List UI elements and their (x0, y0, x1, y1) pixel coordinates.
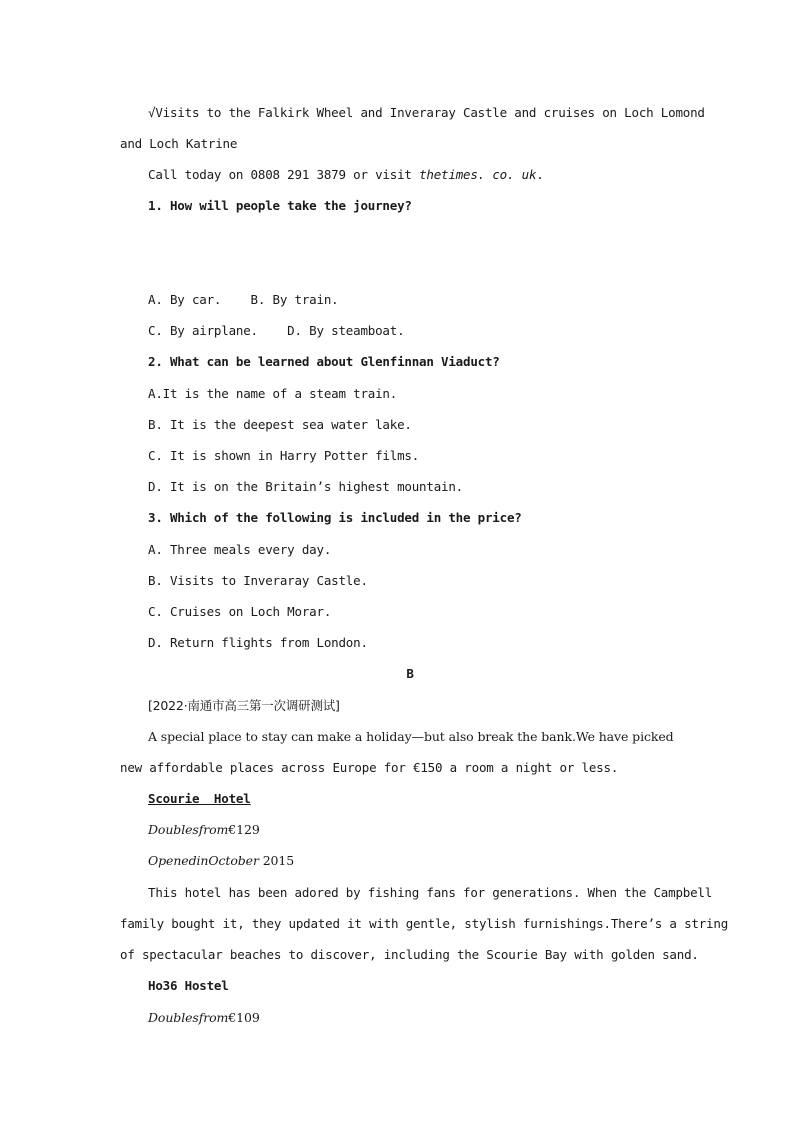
price-label: Doublesfrom (148, 1010, 229, 1025)
question-2: 2. What can be learned about Glenfinnan Viaduct? (148, 354, 500, 369)
question-3-option-a: A. Three meals every day. (148, 542, 332, 557)
question-2-option-d: D. It is on the Britain’s highest mountain. (148, 479, 464, 494)
hotel-desc-line-1: This hotel has been adored by fishing fans for generations. When the Campbell (148, 885, 713, 900)
question-1-options-ab: A. By car. B. By train. (148, 292, 339, 307)
source-note: [2022·南通市高三第一次调研测试] (148, 698, 340, 713)
section-heading: B (406, 666, 414, 681)
hotel-desc-line-3: of spectacular beaches to discover, including the Scourie Bay with golden sand. (120, 947, 699, 962)
price-value: €109 (228, 1010, 260, 1025)
intro-line-2: new affordable places across Europe for €150 a room a night or less. (120, 760, 619, 775)
question-3-option-c: C. Cruises on Loch Morar. (148, 604, 332, 619)
intro-line-1: A special place to stay can make a holiday—but also break the bank.We have picked (148, 729, 674, 744)
hotel-name: Scourie Hotel (148, 791, 251, 806)
call-line (148, 167, 544, 183)
list-item-visits-cont: and Loch Katrine (120, 136, 238, 151)
hotel-name: Ho36 Hostel (148, 978, 229, 993)
call-prefix: Call today on 0808 291 3879 or visit (148, 167, 420, 182)
price-value: €129 (228, 822, 260, 837)
hotel-price (148, 822, 260, 838)
hotel-price (148, 1010, 260, 1026)
question-1-options-cd: C. By airplane. D. By steamboat. (148, 323, 405, 338)
question-3-option-b: B. Visits to Inveraray Castle. (148, 573, 368, 588)
question-1: 1. How will people take the journey? (148, 198, 412, 213)
hotel-opened (148, 853, 294, 869)
opened-label: OpenedinOctober (148, 853, 259, 868)
price-label: Doublesfrom (148, 822, 229, 837)
hotel-desc-line-2: family bought it, they updated it with gentle, stylish furnishings.There’s a string (120, 916, 729, 931)
opened-value: 2015 (258, 853, 295, 868)
question-3: 3. Which of the following is included in the price? (148, 510, 522, 525)
website-link[interactable]: thetimes. co. uk (419, 167, 537, 182)
question-2-option-b: B. It is the deepest sea water lake. (148, 417, 412, 432)
list-item-visits: √Visits to the Falkirk Wheel and Inveraray Castle and cruises on Loch Lomond (148, 105, 705, 120)
question-2-option-c: C. It is shown in Harry Potter films. (148, 448, 420, 463)
question-2-option-a: A.It is the name of a steam train. (148, 386, 398, 401)
question-3-option-d: D. Return flights from London. (148, 635, 368, 650)
call-suffix: . (536, 167, 544, 182)
